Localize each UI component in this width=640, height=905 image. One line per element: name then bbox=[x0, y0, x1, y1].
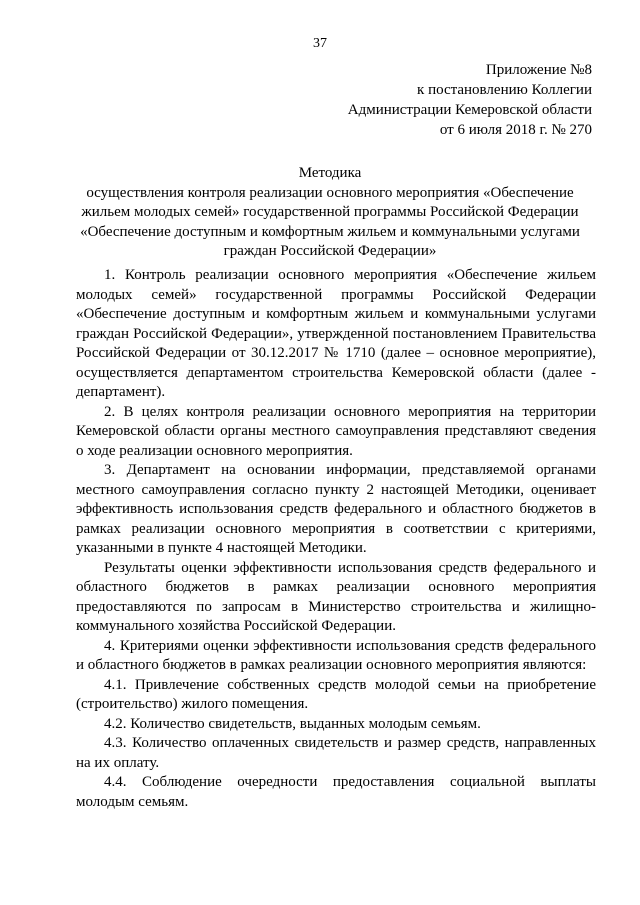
paragraph-item-3: 3. Департамент на основании информации, представляемой органами местного самоуправления согласно пункту 2 настоящей Методики, оценивает эффективность использования средств федерального и областного бюджетов в рамках реализации основного мероприятия в соответствии с критериями, указанными в пункте 4 настоящей Методики. bbox=[76, 462, 596, 556]
paragraph-item-1: 1. Контроль реализации основного мероприятия «Обеспечение жильем молодых семей» государственной программы Российской Федерации «Обеспечение доступным и комфортным жильем и коммунальными услугами граждан Российской Федерации», утвержденной постановлением Правительства Российской Федерации от 30.12.2017 № 1710 (далее – основное мероприятие), осуществляется департаментом строительства Кемеровской области (далее - департамент). bbox=[76, 267, 596, 400]
appendix-header bbox=[330, 60, 592, 140]
paragraph-item-4: 4. Критериями оценки эффективности использования средств федерального и областного бюджетов в рамках реализации основного мероприятия являются: bbox=[76, 637, 596, 673]
appendix-number: Приложение №8 bbox=[485, 62, 592, 78]
paragraph-item-4-2: 4.2. Количество свидетельств, выданных молодым семьям. bbox=[104, 715, 481, 732]
title-line-4: граждан Российской Федерации» bbox=[223, 243, 437, 259]
paragraph-item-4-1: 4.1. Привлечение собственных средств молодой семьи на приобретение (строительство) жилого помещения. bbox=[76, 676, 596, 712]
title-line-1: осуществления контроля реализации основного мероприятия «Обеспечение bbox=[86, 184, 574, 201]
appendix-resolution-line: к постановлению Коллегии bbox=[417, 82, 592, 98]
title-heading: Методика bbox=[298, 165, 362, 181]
paragraph-item-2: 2. В целях контроля реализации основного мероприятия на территории Кемеровской области органы местного самоуправления представляют сведения о ходе реализации основного мероприятия. bbox=[76, 403, 596, 459]
page-number: 37 bbox=[313, 36, 327, 51]
title-line-2: жильем молодых семей» государственной программы Российской Федерации bbox=[81, 204, 579, 220]
appendix-authority-line: Администрации Кемеровской области bbox=[347, 102, 592, 118]
document-title bbox=[64, 164, 596, 262]
appendix-date-line: от 6 июля 2018 г. № 270 bbox=[439, 122, 592, 138]
document-body bbox=[76, 266, 596, 812]
title-line-3: «Обеспечение доступным и комфортным жильем и коммунальными услугами bbox=[80, 223, 580, 240]
paragraph-results: Результаты оценки эффективности использования средств федерального и областного бюджетов в рамках реализации основного мероприятия предоставляются по запросам в Министерство строительства и жилищно-коммунального хозяйства Российской Федерации. bbox=[76, 559, 596, 634]
paragraph-item-4-3: 4.3. Количество оплаченных свидетельств и размер средств, направленных на их оплату. bbox=[76, 735, 596, 771]
paragraph-item-4-4: 4.4. Соблюдение очередности предоставления социальной выплаты молодым семьям. bbox=[76, 774, 596, 810]
